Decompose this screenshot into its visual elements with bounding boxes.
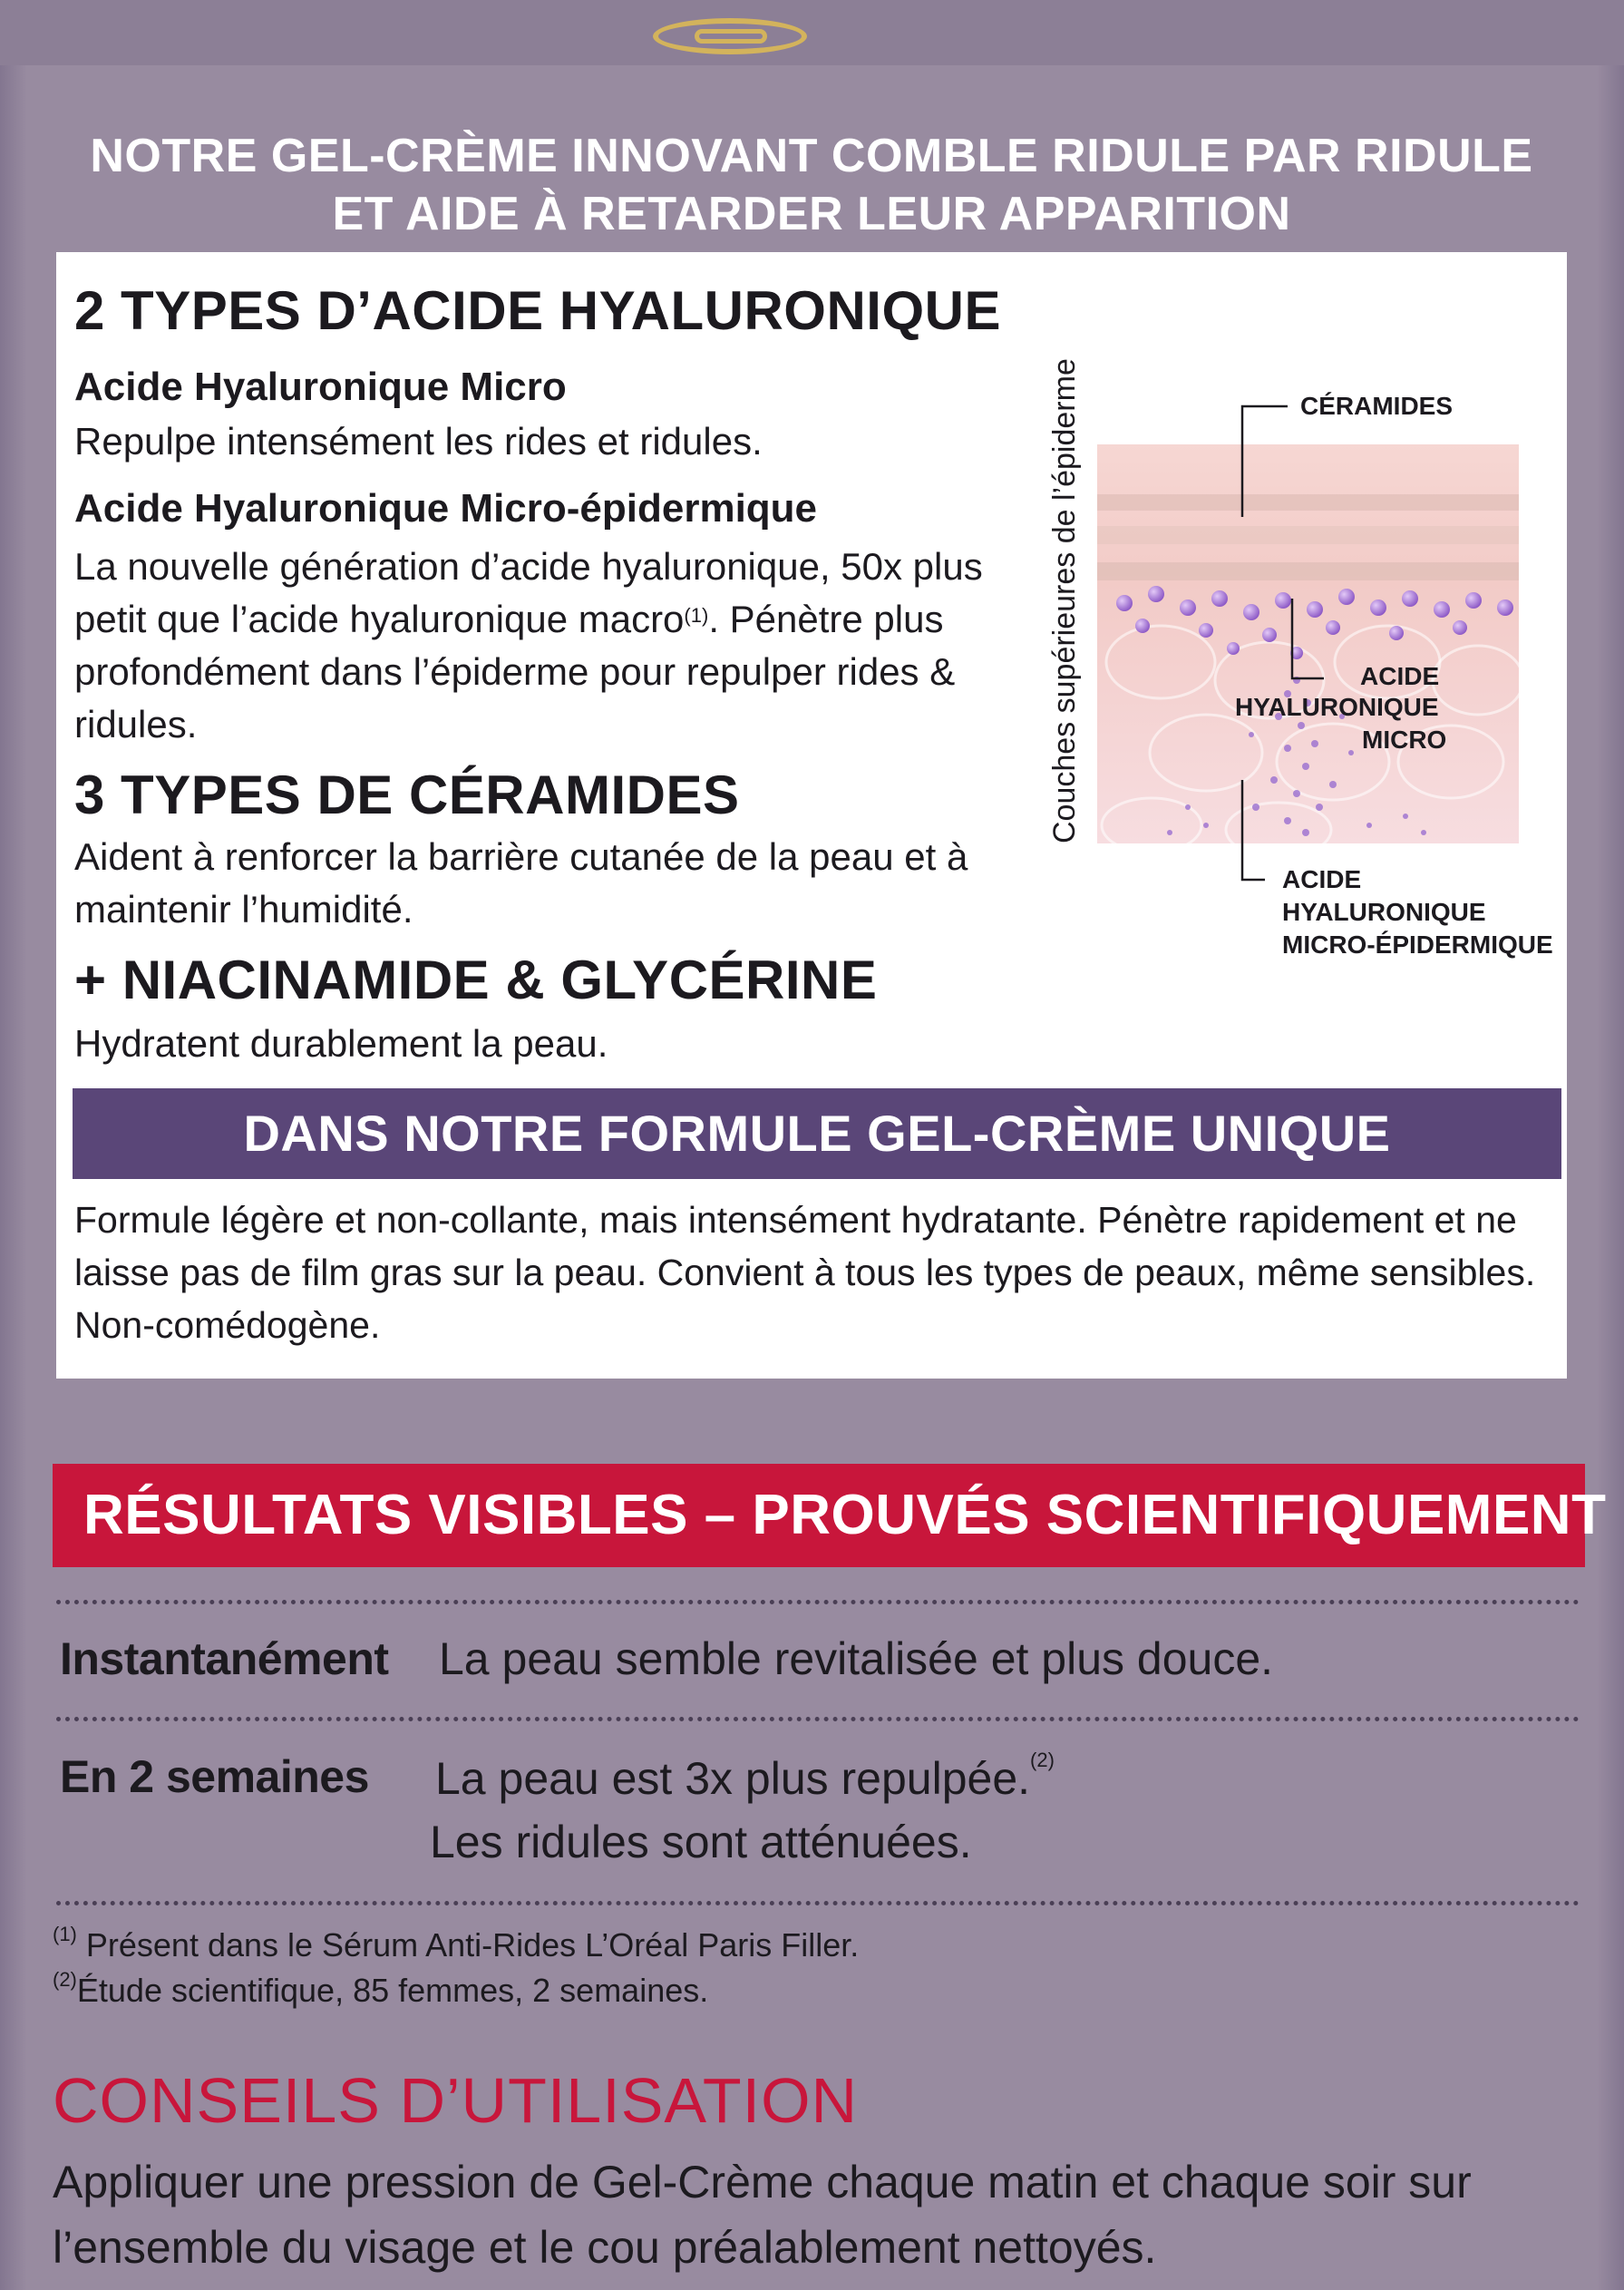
micro-title: Acide Hyaluronique Micro <box>74 365 567 409</box>
divider <box>56 1717 1580 1721</box>
divider <box>56 1901 1580 1905</box>
result-label-instant: Instantanément <box>60 1633 389 1684</box>
ceramides-title: 3 TYPES DE CÉRAMIDES <box>74 765 740 825</box>
divider <box>56 1600 1580 1604</box>
box-left-edge <box>0 65 27 2290</box>
footnote-2: $^{(2)}$Étude scientifique, 85 femmes, 2 semaines. <box>53 1968 709 2009</box>
headline-line-2: ET AIDE À RETARDER LEUR APPARITION <box>332 188 1291 240</box>
result-text-2weeks: La peau est 3x plus repulpée.$^{(2)}$ <box>435 1749 1055 1804</box>
diagram-side-label: Couches supérieures de l’épiderme <box>1047 358 1082 843</box>
headline-line-1: NOTRE GEL-CRÈME INNOVANT COMBLE RIDULE PAR RIDULE <box>90 130 1533 182</box>
ceramides-text: Aident à renforcer la barrière cutanée de la peau et à maintenir l’humidité. <box>74 835 968 931</box>
result-text-instant: La peau semble revitalisée et plus douce. <box>439 1633 1274 1684</box>
usage-text: Appliquer une pression de Gel-Crème chaque matin et chaque soir sur l’ensemble du visage et le cou préalablement nettoyés. <box>53 2157 1472 2273</box>
diagram-label-micro-3: MICRO <box>1362 726 1447 754</box>
result-text-2weeks-2: Les ridules sont atténuées. <box>430 1817 972 1867</box>
usage-title: CONSEILS D’UTILISATION <box>53 2065 859 2136</box>
headline <box>54 127 1569 243</box>
diagram-label-ceramides: CÉRAMIDES <box>1300 392 1454 420</box>
niacinamide-text: Hydratent durablement la peau. <box>74 1022 608 1065</box>
result-label-2weeks: En 2 semaines <box>60 1751 369 1802</box>
box-right-edge <box>1597 65 1624 2290</box>
diagram-label-micro-2: HYALURONIQUE <box>1235 693 1439 721</box>
footnote-1: $^{(1)}$ Présent dans le Sérum Anti-Rides L’Oréal Paris Filler. <box>53 1923 860 1964</box>
formula-banner: DANS NOTRE FORMULE GEL-CRÈME UNIQUE <box>73 1088 1561 1179</box>
diagram-label-epi-3: MICRO-ÉPIDERMIQUE <box>1282 931 1553 959</box>
micro-text: Repulpe intensément les rides et ridules. <box>74 420 763 463</box>
diagram-label-micro-1: ACIDE <box>1360 662 1440 690</box>
brand-logo-emblem <box>653 18 807 54</box>
hyaluronic-title: 2 TYPES D’ACIDE HYALURONIQUE <box>74 280 1001 341</box>
results-banner: RÉSULTATS VISIBLES – PROUVÉS SCIENTIFIQUEMENT <box>53 1464 1585 1567</box>
epidermic-text: La nouvelle génération d’acide hyaluronique, 50x plus petit que l’acide hyaluronique macro$^{(1)}$. Pénètre plus profondément dans l’épiderme pour repulper rides & ridules. <box>74 545 983 745</box>
niacinamide-title: + NIACINAMIDE & GLYCÉRINE <box>74 950 878 1010</box>
diagram-label-epi-1: ACIDE <box>1282 865 1362 893</box>
diagram-label-epi-2: HYALURONIQUE <box>1282 898 1486 926</box>
formula-text: Formule légère et non-collante, mais intensément hydratante. Pénètre rapidement et ne laisse pas de film gras sur la peau. Convient à tous les types de peaux, même sensibles. Non-comédogène. <box>74 1199 1536 1346</box>
box-top-flap <box>0 0 1624 65</box>
epidermic-title: Acide Hyaluronique Micro-épidermique <box>74 486 818 531</box>
